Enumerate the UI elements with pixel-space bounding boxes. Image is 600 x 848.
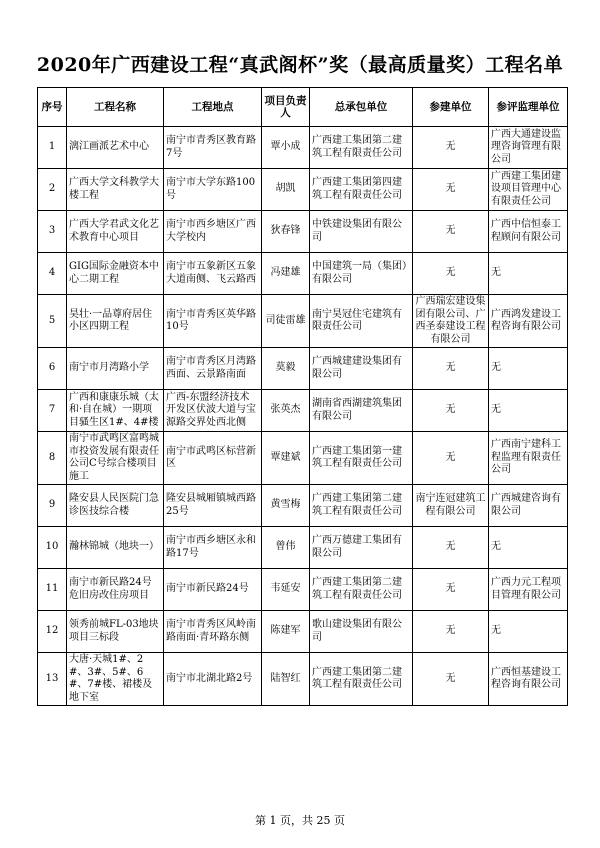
- row-number: 10: [38, 527, 67, 569]
- project-location: 南宁市新民路24号: [164, 569, 262, 611]
- column-header-supervisor: 参评监理单位: [489, 88, 568, 127]
- participant-unit: 无: [413, 169, 489, 211]
- table-body: [38, 127, 568, 706]
- participant-unit: 无: [413, 127, 489, 169]
- supervision-unit: 广西恒基建设工程咨询有限公司: [489, 653, 568, 706]
- table-row: [38, 295, 568, 348]
- column-header-participant: 参建单位: [413, 88, 489, 127]
- participant-unit: 无: [413, 348, 489, 390]
- general-contractor: 广西建工集团第二建筑工程有限责任公司: [310, 127, 413, 169]
- project-name: 瀚林锦城（地块一）: [67, 527, 164, 569]
- project-name: 南宁市新民路24号危旧房改住房项目: [67, 569, 164, 611]
- column-header-no: 序号: [38, 88, 67, 127]
- table-row: [38, 211, 568, 253]
- project-manager: 韦延安: [262, 569, 310, 611]
- participant-unit: 无: [413, 390, 489, 432]
- participant-unit: 无: [413, 569, 489, 611]
- project-name: 隆安县人民医院门急诊医技综合楼: [67, 485, 164, 527]
- table-row: [38, 253, 568, 295]
- project-location: 广西-东盟经济技术开发区伏波大道与宝源路交界处西北侧: [164, 390, 262, 432]
- project-manager: 冯建雄: [262, 253, 310, 295]
- project-name: 大唐·天城1#、2#、3#、5#、6#、7#楼、裙楼及地下室: [67, 653, 164, 706]
- project-name: 广西和康康乐城（太和·自在城）一期项目骚生区1#、4#楼: [67, 390, 164, 432]
- participant-unit: 无: [413, 611, 489, 653]
- project-manager: 覃小成: [262, 127, 310, 169]
- general-contractor: 广西建工集团第一建筑工程有限责任公司: [310, 432, 413, 485]
- project-location: 南宁市北湖北路2号: [164, 653, 262, 706]
- row-number: 11: [38, 569, 67, 611]
- project-manager: 黄雪梅: [262, 485, 310, 527]
- table-row: [38, 169, 568, 211]
- project-location: 南宁市五象新区五象大道南侧、飞云路西: [164, 253, 262, 295]
- table-row: [38, 485, 568, 527]
- supervision-unit: 无: [489, 348, 568, 390]
- project-location: 南宁市青秀区英华路10号: [164, 295, 262, 348]
- general-contractor: 中国建筑一局（集团）有限公司: [310, 253, 413, 295]
- project-manager: 陆智红: [262, 653, 310, 706]
- participant-unit: 广西瑞宏建设集团有限公司、广西圣泰建设工程有限公司: [413, 295, 489, 348]
- page-footer: 第 1 页，共 25 页: [255, 814, 345, 827]
- general-contractor: 广西城建建设集团有限公司: [310, 348, 413, 390]
- column-header-manager: 项目负责人: [262, 88, 310, 127]
- project-name: 广西大学君武文化艺术教育中心项目: [67, 211, 164, 253]
- participant-unit: 无: [413, 653, 489, 706]
- row-number: 6: [38, 348, 67, 390]
- general-contractor: 歌山建设集团有限公司: [310, 611, 413, 653]
- project-name: 南宁市月湾路小学: [67, 348, 164, 390]
- table-row: [38, 611, 568, 653]
- general-contractor: 湖南省西湖建筑集团有限公司: [310, 390, 413, 432]
- general-contractor: 广西建工集团第二建筑工程有限责任公司: [310, 653, 413, 706]
- supervision-unit: 广西建工集团建设项目管理中心有限责任公司: [489, 169, 568, 211]
- participant-unit: 南宁连冠建筑工程有限公司: [413, 485, 489, 527]
- supervision-unit: 无: [489, 390, 568, 432]
- project-location: 南宁市大学东路100号: [164, 169, 262, 211]
- project-location: 隆安县城厢镇城西路25号: [164, 485, 262, 527]
- table-row: [38, 127, 568, 169]
- project-name: 广西大学文科教学大楼工程: [67, 169, 164, 211]
- column-header-location: 工程地点: [164, 88, 262, 127]
- table-row: [38, 653, 568, 706]
- general-contractor: 广西万德建工集团有限公司: [310, 527, 413, 569]
- supervision-unit: 无: [489, 253, 568, 295]
- project-location: 南宁市西乡塘区永和路17号: [164, 527, 262, 569]
- project-table: [37, 87, 568, 706]
- project-name: 领秀前城FL-03地块项目三标段: [67, 611, 164, 653]
- participant-unit: 无: [413, 211, 489, 253]
- row-number: 4: [38, 253, 67, 295]
- project-location: 南宁市青秀区风岭南路南面·青环路东侧: [164, 611, 262, 653]
- general-contractor: 广西建工集团第四建筑工程有限责任公司: [310, 169, 413, 211]
- row-number: 2: [38, 169, 67, 211]
- page-title: 2020年广西建设工程“真武阁杯”奖（最高质量奖）工程名单: [36, 54, 564, 76]
- table-row: [38, 527, 568, 569]
- participant-unit: 无: [413, 253, 489, 295]
- supervision-unit: 广西南宁建科工程监理有限责任公司: [489, 432, 568, 485]
- supervision-unit: 广西大通建设监理咨询管理有限公司: [489, 127, 568, 169]
- row-number: 5: [38, 295, 67, 348]
- table-row: [38, 432, 568, 485]
- project-manager: 张英杰: [262, 390, 310, 432]
- project-manager: 司徒雷雄: [262, 295, 310, 348]
- supervision-unit: 广西中信恒泰工程顾问有限公司: [489, 211, 568, 253]
- participant-unit: 无: [413, 527, 489, 569]
- general-contractor: 南宁昊冠住宅建筑有限责任公司: [310, 295, 413, 348]
- project-manager: 曾伟: [262, 527, 310, 569]
- row-number: 8: [38, 432, 67, 485]
- table-header-row: [38, 88, 568, 127]
- project-manager: 陈建军: [262, 611, 310, 653]
- row-number: 9: [38, 485, 67, 527]
- row-number: 13: [38, 653, 67, 706]
- table-row: [38, 390, 568, 432]
- table-row: [38, 348, 568, 390]
- row-number: 1: [38, 127, 67, 169]
- project-location: 南宁市青秀区教育路7号: [164, 127, 262, 169]
- supervision-unit: 广西城建咨询有限公司: [489, 485, 568, 527]
- column-header-name: 工程名称: [67, 88, 164, 127]
- row-number: 3: [38, 211, 67, 253]
- row-number: 12: [38, 611, 67, 653]
- project-name: 昊壮·一品尊府居住小区四期工程: [67, 295, 164, 348]
- row-number: 7: [38, 390, 67, 432]
- project-location: 南宁市青秀区月湾路西面、云景路南面: [164, 348, 262, 390]
- supervision-unit: 广西鸿发建设工程咨询有限公司: [489, 295, 568, 348]
- project-location: 南宁市武鸣区标营新区: [164, 432, 262, 485]
- project-name: GIG国际金融资本中心二期工程: [67, 253, 164, 295]
- general-contractor: 广西建工集团第二建筑工程有限责任公司: [310, 485, 413, 527]
- project-manager: 覃建斌: [262, 432, 310, 485]
- project-manager: 狄春锋: [262, 211, 310, 253]
- general-contractor: 广西建工集团第二建筑工程有限责任公司: [310, 569, 413, 611]
- general-contractor: 中铁建设集团有限公司: [310, 211, 413, 253]
- project-manager: 胡凯: [262, 169, 310, 211]
- supervision-unit: 无: [489, 527, 568, 569]
- table-row: [38, 569, 568, 611]
- participant-unit: 无: [413, 432, 489, 485]
- project-location: 南宁市西乡塘区广西大学校内: [164, 211, 262, 253]
- project-name: 漓江画派艺术中心: [67, 127, 164, 169]
- project-manager: 莫毅: [262, 348, 310, 390]
- supervision-unit: 无: [489, 611, 568, 653]
- project-name: 南宁市武鸣区富鸣城市投资发展有限责任公司C号综合楼项目施工: [67, 432, 164, 485]
- supervision-unit: 广西力元工程项目管理有限公司: [489, 569, 568, 611]
- column-header-contractor: 总承包单位: [310, 88, 413, 127]
